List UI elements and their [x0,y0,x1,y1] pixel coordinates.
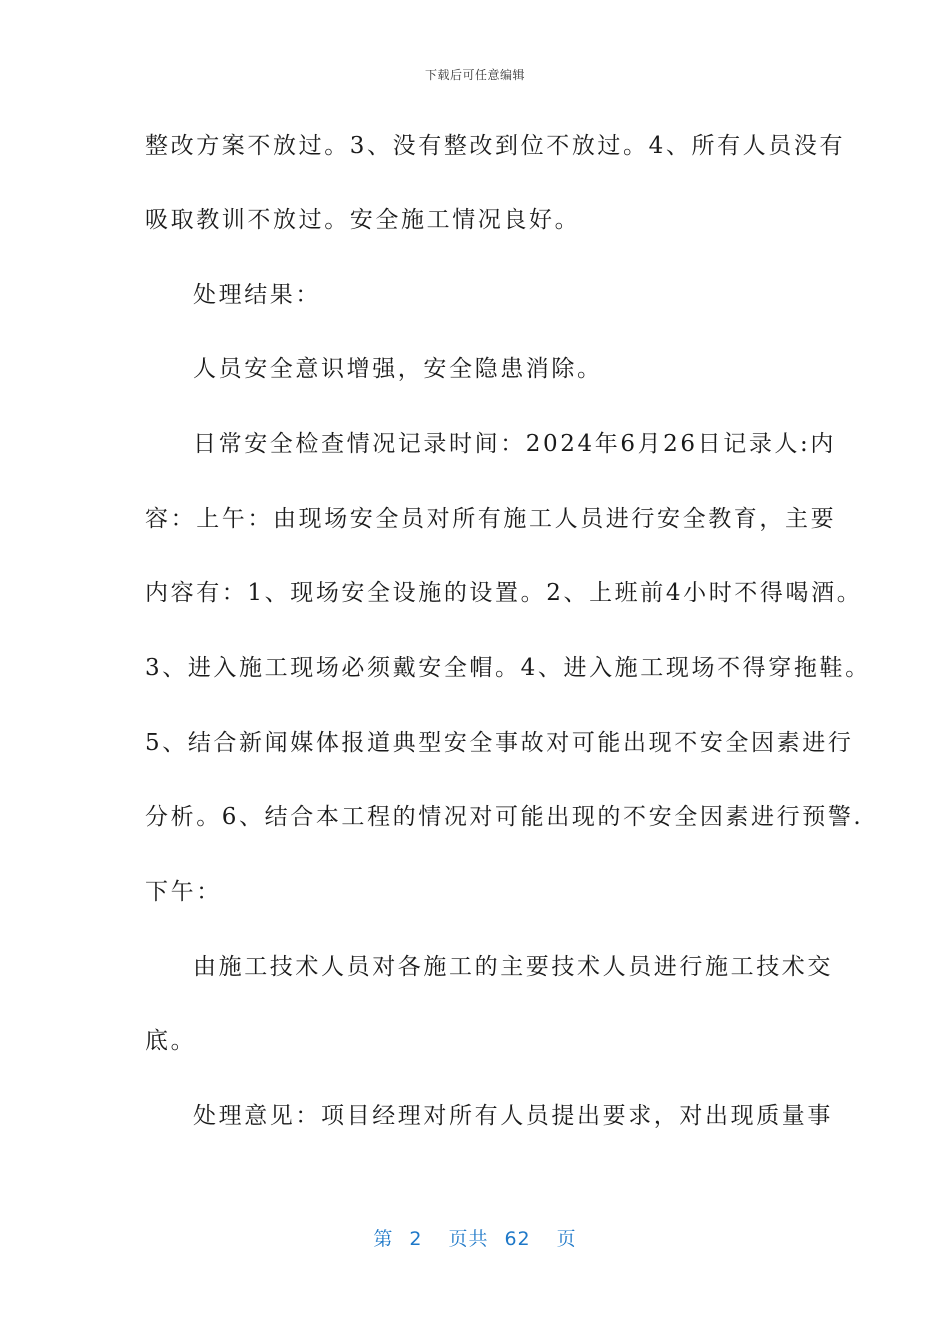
total-pages-number: 62 [504,1228,531,1250]
current-page-number: 2 [409,1228,423,1250]
text-line: 5、结合新闻媒体报道典型安全事故对可能出现不安全因素进行 [145,730,854,756]
text-line: 整改方案不放过。3、没有整改到位不放过。4、所有人员没有 [145,133,846,159]
text-line: 分析。6、结合本工程的情况对可能出现的不安全因素进行预警. [145,804,864,830]
text-line: 内容有：1、现场安全设施的设置。2、上班前4小时不得喝酒。 [145,580,863,606]
page-label-prefix: 第 [373,1228,394,1250]
text-line: 日常安全检查情况记录时间：2024年6月26日记录人:内 [193,431,836,457]
page-label-mid: 页共 [448,1228,489,1250]
header-note: 下载后可任意编辑 [424,68,525,82]
page-footer [0,1224,950,1251]
text-line: 人员安全意识增强，安全隐患消除。 [193,356,603,382]
text-line: 3、进入施工现场必须戴安全帽。4、进入施工现场不得穿拖鞋。 [145,655,871,681]
text-line: 容：上午：由现场安全员对所有施工人员进行安全教育，主要 [145,506,837,532]
page-label-suffix: 页 [556,1228,577,1250]
text-line: 吸取教训不放过。安全施工情况良好。 [145,207,581,233]
text-line: 底。 [145,1028,197,1054]
text-line: 处理意见：项目经理对所有人员提出要求，对出现质量事 [193,1103,833,1129]
text-line: 由施工技术人员对各施工的主要技术人员进行施工技术交 [193,954,833,980]
section-heading: 处理结果： [193,282,321,308]
text-line: 下午： [145,879,222,905]
